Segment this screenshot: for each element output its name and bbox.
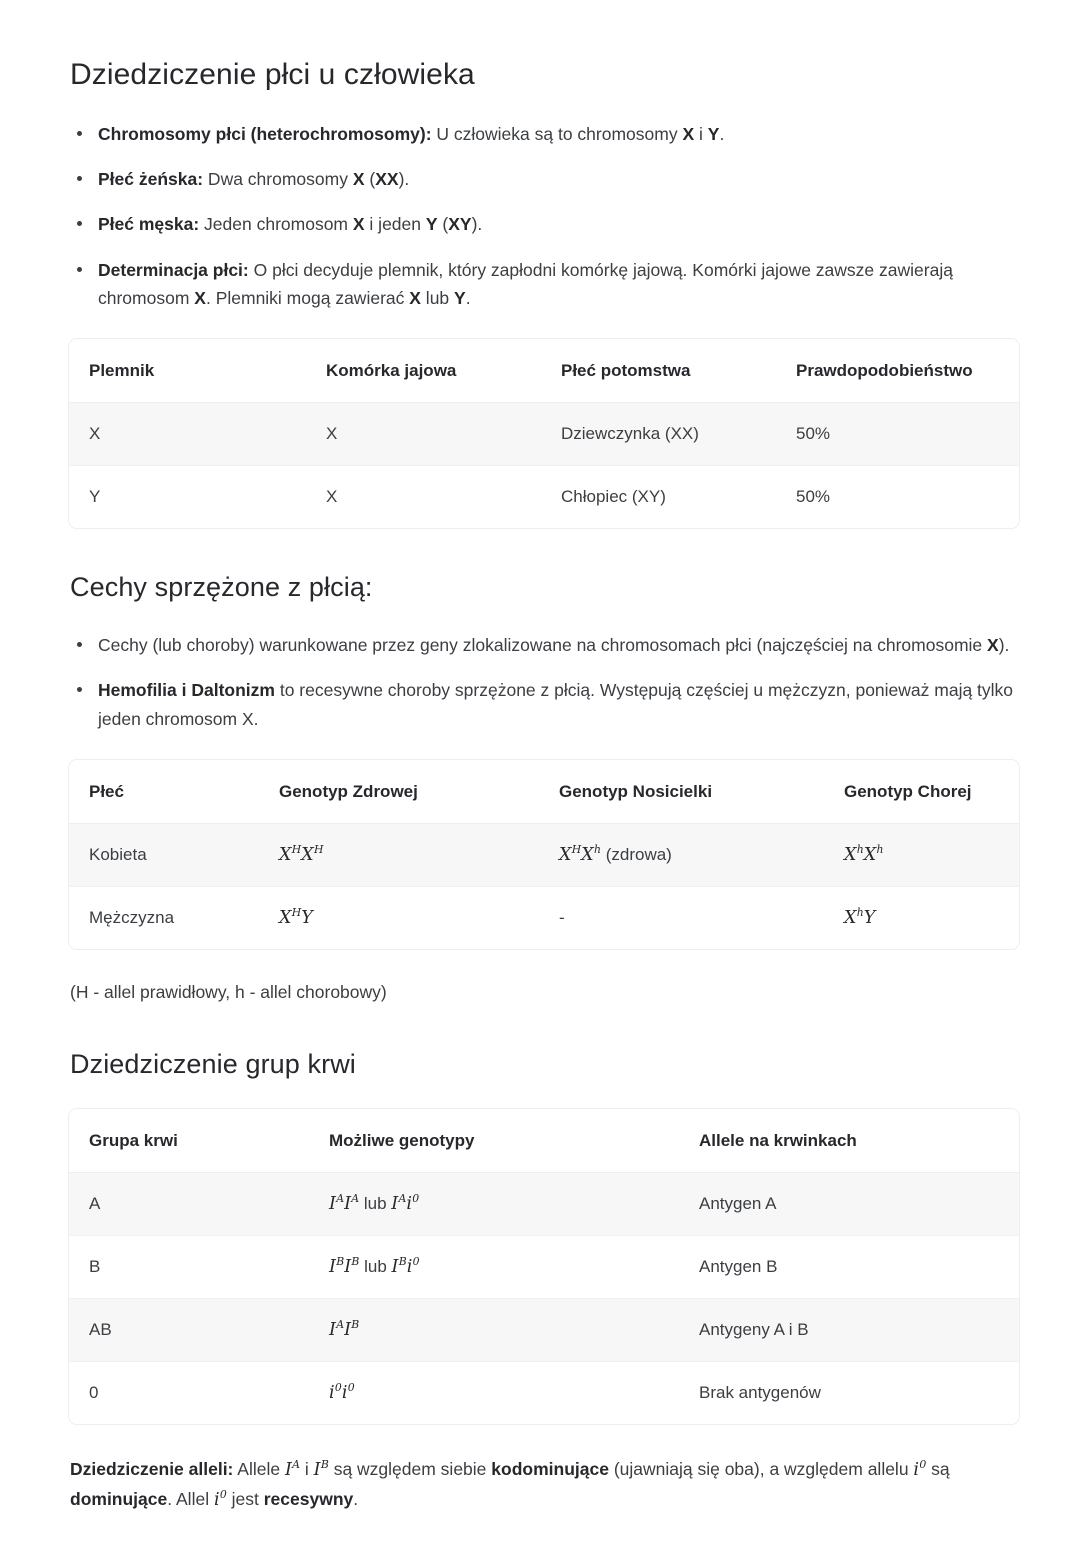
table-cell-sex: Mężczyzna — [69, 887, 259, 950]
bullet-text: ). — [471, 214, 483, 235]
genotype-term: $I^A$ — [329, 1318, 345, 1341]
bullet-text: . — [465, 287, 471, 308]
genotype-term: $X^h$ — [581, 843, 601, 865]
linked-traits-table-container — [68, 759, 1020, 950]
genotype-term: $I^A$ — [391, 1192, 407, 1215]
genotype-term: $i^0$ — [341, 1381, 355, 1404]
bullet-emphasis: X — [987, 634, 999, 655]
paragraph-text: . — [353, 1489, 359, 1510]
bullet-text: U człowieka są to chromosomy — [431, 123, 683, 144]
genotype-term: $X^H$ — [279, 906, 302, 928]
bullet-text: ( — [437, 214, 449, 235]
table-cell-genotype — [539, 824, 824, 887]
table-cell: X — [306, 403, 541, 466]
bullet-emphasis: XY — [448, 214, 472, 235]
genotype-term: $i^0$ — [913, 1458, 927, 1481]
genotype-conjunction: lub — [359, 1257, 392, 1277]
table-cell-antigens: Brak antygenów — [679, 1362, 1019, 1425]
genotype-term: $I^B$ — [344, 1255, 360, 1278]
paragraph-emphasis: kodominujące — [491, 1459, 609, 1480]
genotype-term: $I^B$ — [391, 1255, 407, 1278]
table-cell-genotype — [824, 887, 1019, 950]
table-cell-genotype — [309, 1236, 679, 1299]
genotype-term: $X^h$ — [863, 843, 884, 865]
blood-groups-table — [69, 1109, 1019, 1424]
table-header — [69, 339, 1019, 403]
genotype-term: $X^H$ — [559, 843, 582, 865]
genotype-empty: - — [559, 908, 565, 927]
paragraph-text: Allele — [233, 1459, 285, 1480]
paragraph-lead: Dziedziczenie alleli: — [70, 1459, 234, 1480]
bullet-text: Cechy (lub choroby) warunkowane przez geny zlokalizowane na chromosomach płci (najczęściej na chromosomie — [98, 634, 988, 655]
column-header: Genotyp Chorej — [824, 760, 1019, 824]
column-header: Allele na krwinkach — [679, 1109, 1019, 1173]
table-header-row — [69, 760, 1019, 824]
table-row — [69, 466, 1019, 529]
table-cell-antigens: Antygen A — [679, 1173, 1019, 1236]
bullet-emphasis: X — [352, 214, 365, 235]
table-row — [69, 1362, 1019, 1425]
bullet-emphasis: Y — [454, 287, 466, 308]
bullet-emphasis: X — [194, 287, 206, 308]
table-cell-genotype — [539, 887, 824, 950]
table-cell: 50% — [776, 403, 1019, 466]
paragraph-text: są — [926, 1459, 950, 1480]
table-cell-genotype — [309, 1362, 679, 1425]
table-row — [69, 1173, 1019, 1236]
bullet-text: i — [694, 123, 708, 144]
bullet-text: . — [719, 123, 725, 144]
table-body — [69, 824, 1019, 950]
bullet-emphasis: X — [682, 123, 695, 144]
bullet-text: O płci decyduje plemnik, który zapłodni komórkę jajową. Komórki jajowe zawsze zawierają chromosom — [98, 259, 953, 308]
allele-inheritance-paragraph — [70, 1455, 1020, 1516]
column-header: Płeć — [69, 760, 259, 824]
table-cell-blood-group: 0 — [69, 1362, 309, 1425]
paragraph-emphasis: recesywny — [263, 1489, 354, 1510]
linked-traits-bullet-list — [68, 631, 1020, 733]
genotype-term: $X^H$ — [279, 843, 302, 865]
bullet-emphasis: XX — [375, 168, 399, 189]
column-header: Genotyp Zdrowej — [259, 760, 539, 824]
page-title: Dziedziczenie płci u człowieka — [70, 58, 475, 91]
column-header: Płeć potomstwa — [541, 339, 776, 403]
column-header: Plemnik — [69, 339, 306, 403]
bullet-lead: Hemofilia i Daltonizm — [98, 680, 275, 701]
sex-inheritance-bullet-item — [68, 256, 1020, 313]
bullet-lead: Chromosomy płci (heterochromosomy): — [98, 123, 432, 144]
table-header-row — [69, 1109, 1019, 1173]
bullet-text: ). — [998, 634, 1010, 655]
paragraph-emphasis: dominujące — [70, 1489, 168, 1510]
table-row — [69, 1236, 1019, 1299]
sex-inheritance-table-container — [68, 338, 1020, 529]
bullet-emphasis: Y — [425, 214, 438, 235]
sex-inheritance-bullet-item — [68, 120, 1020, 148]
table-row — [69, 403, 1019, 466]
genotype-conjunction: lub — [359, 1194, 392, 1214]
genotype-term: $I^A$ — [329, 1192, 345, 1215]
table-cell-antigens: Antygen B — [679, 1236, 1019, 1299]
bullet-lead: Płeć żeńska: — [98, 168, 204, 189]
linked-traits-title: Cechy sprzężone z płcią: — [70, 572, 373, 603]
table-cell-sex: Kobieta — [69, 824, 259, 887]
table-cell-blood-group: A — [69, 1173, 309, 1236]
bullet-lead: Płeć męska: — [98, 214, 200, 235]
table-cell-genotype — [309, 1299, 679, 1362]
genotype-term: $i^0$ — [406, 1192, 420, 1215]
paragraph-text: . Allel — [167, 1489, 214, 1510]
sex-inheritance-bullet-list — [68, 120, 1020, 313]
bullet-lead: Determinacja płci: — [98, 259, 249, 280]
linked-traits-bullet-item — [68, 676, 1020, 733]
genotype-term: $I^A$ — [344, 1192, 360, 1215]
bullet-text: Jeden chromosom — [199, 214, 353, 235]
genotype-term: $I^B$ — [313, 1458, 329, 1481]
table-cell: X — [306, 466, 541, 529]
column-header: Prawdopodobieństwo — [776, 339, 1019, 403]
column-header: Komórka jajowa — [306, 339, 541, 403]
genotype-term: $I^B$ — [344, 1318, 360, 1341]
table-header — [69, 760, 1019, 824]
table-cell-blood-group: AB — [69, 1299, 309, 1362]
genotype-suffix: (zdrowa) — [600, 845, 672, 864]
genotype-term: Y — [301, 908, 314, 928]
table-cell-genotype — [309, 1173, 679, 1236]
paragraph-text: (ujawniają się oba), a względem allelu — [608, 1459, 914, 1480]
bullet-emphasis: Y — [707, 123, 720, 144]
genotype-term: $I^A$ — [284, 1458, 301, 1481]
table-cell: Y — [69, 466, 306, 529]
bullet-text: lub — [420, 287, 455, 308]
paragraph-text: są względem siebie — [328, 1459, 492, 1480]
linked-traits-table — [69, 760, 1019, 949]
bullet-text: Dwa chromosomy — [203, 168, 353, 189]
column-header: Grupa krwi — [69, 1109, 309, 1173]
allele-legend-note: (H - allel prawidłowy, h - allel chorobowy) — [70, 982, 387, 1002]
paragraph-text: i — [300, 1459, 314, 1480]
table-row — [69, 1299, 1019, 1362]
column-header: Możliwe genotypy — [309, 1109, 679, 1173]
table-cell-blood-group: B — [69, 1236, 309, 1299]
bullet-emphasis: X — [409, 287, 421, 308]
blood-groups-table-container — [68, 1108, 1020, 1425]
table-cell-antigens: Antygeny A i B — [679, 1299, 1019, 1362]
table-cell: X — [69, 403, 306, 466]
table-row — [69, 824, 1019, 887]
table-body — [69, 403, 1019, 529]
blood-groups-title: Dziedziczenie grup krwi — [70, 1049, 356, 1080]
table-header — [69, 1109, 1019, 1173]
sex-inheritance-bullet-item — [68, 210, 1020, 238]
bullet-text: i jeden — [364, 214, 426, 235]
table-cell: Chłopiec (XY) — [541, 466, 776, 529]
bullet-text: ). — [398, 168, 410, 189]
linked-traits-bullet-item — [68, 631, 1020, 659]
bullet-text: . Plemniki mogą zawierać — [205, 287, 410, 308]
genotype-term: $i^0$ — [213, 1488, 227, 1511]
paragraph-text: jest — [226, 1489, 264, 1510]
genotype-term: $i^0$ — [329, 1381, 342, 1404]
genotype-term: $X^h$ — [844, 843, 864, 865]
bullet-text: to recesywne choroby sprzężone z płcią. Występują częściej u mężczyzn, ponieważ mają tylko jeden chromosom X. — [98, 680, 1014, 729]
genotype-term: $X^H$ — [301, 843, 324, 865]
sex-inheritance-table — [69, 339, 1019, 528]
table-cell-genotype — [824, 824, 1019, 887]
genotype-term: $X^h$ — [844, 906, 864, 928]
bullet-text: ( — [364, 168, 376, 189]
column-header: Genotyp Nosicielki — [539, 760, 824, 824]
table-row — [69, 887, 1019, 950]
genotype-term: $I^B$ — [329, 1255, 345, 1278]
table-body — [69, 1173, 1019, 1425]
table-cell-genotype — [259, 887, 539, 950]
table-header-row — [69, 339, 1019, 403]
sex-inheritance-bullet-item — [68, 165, 1020, 193]
table-cell: 50% — [776, 466, 1019, 529]
genotype-term: $i^0$ — [406, 1255, 420, 1278]
table-cell: Dziewczynka (XX) — [541, 403, 776, 466]
genotype-term: Y — [863, 908, 876, 928]
table-cell-genotype — [259, 824, 539, 887]
bullet-emphasis: X — [352, 168, 365, 189]
